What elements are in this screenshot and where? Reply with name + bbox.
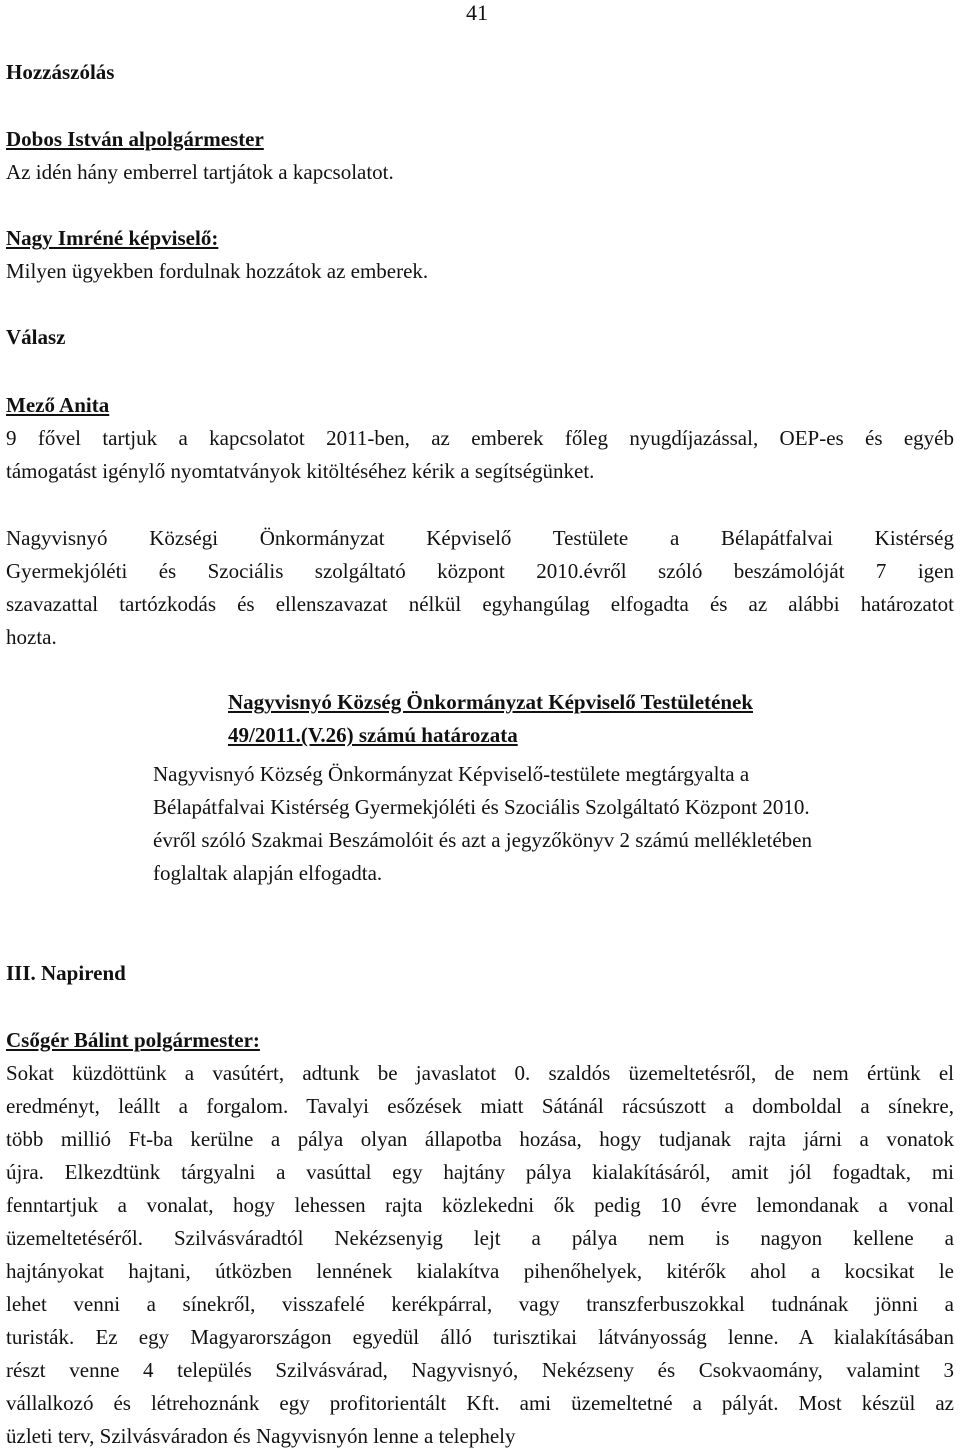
paragraph-line: 9 fővel tartjuk a kapcsolatot 2011-ben, az emberek főleg nyugdíjazással, OEP-es és egyéb <box>6 426 954 450</box>
paragraph-line: Bélapátfalvai Kistérség Gyermekjóléti és Szociális Szolgáltató Központ 2010. <box>153 795 810 819</box>
speaker-block-csoger <box>6 1024 954 1453</box>
speaker-block-nagy <box>6 222 954 288</box>
paragraph-line: évről szóló Szakmai Beszámolóit és azt a jegyzőkönyv 2 számú mellékletében <box>153 828 812 852</box>
resolution-title <box>228 686 928 752</box>
paragraph-line: eredményt, leállt a forgalom. Tavalyi esőzések miatt Sátánál rácsúszott a domboldal a sínekre, <box>6 1094 954 1118</box>
paragraph-line: Sokat küzdöttünk a vasútért, adtunk be javaslatot 0. szaldós üzemeltetésről, de nem értünk el <box>6 1061 954 1085</box>
speaker-name: Csőgér Bálint polgármester: <box>6 1028 260 1052</box>
paragraph-line: üzemeltetéséről. Szilvásváradtól Nekézsenyig lejt a pálya nem is nagyon kellene a <box>6 1226 954 1250</box>
paragraph-line: szavazattal tartózkodás és ellenszavazat nélkül egyhangúlag elfogadta és az alábbi határozatot <box>6 592 954 616</box>
speaker-name: Dobos István alpolgármester <box>6 127 264 151</box>
paragraph-line: részt venne 4 település Szilvásvárad, Nagyvisnyó, Nekézseny és Csokvaomány, valamint 3 <box>6 1358 954 1382</box>
paragraph-line: hozta. <box>6 625 57 649</box>
paragraph-line: foglaltak alapján elfogadta. <box>153 861 383 885</box>
speaker-name: Nagy Imréné képviselő: <box>6 226 219 250</box>
paragraph-line: lehet venni a sínekről, visszafelé kerékpárral, vagy transzferbuszokkal tudnának jönni a <box>6 1292 954 1316</box>
resolution-text <box>153 758 943 890</box>
resolution-title-line: Nagyvisnyó Község Önkormányzat Képviselő Testületének <box>228 690 754 714</box>
paragraph-line: több millió Ft-ba kerülne a pálya olyan állapotba hozása, hogy tudjanak rajta járni a vonatok <box>6 1127 954 1151</box>
paragraph-line: turisták. Ez egy Magyarországon egyedül álló turisztikai látványosság lenne. A kialakításában <box>6 1325 954 1349</box>
speaker-block-dobos <box>6 123 954 189</box>
paragraph-line: Gyermekjóléti és Szociális szolgáltató központ 2010.évről szóló beszámolóját 7 igen <box>6 559 954 583</box>
paragraph-line: támogatást igénylő nyomtatványok kitöltéséhez kérik a segítségünket. <box>6 459 595 483</box>
speaker-name: Mező Anita <box>6 393 110 417</box>
section-heading-comments: Hozzászólás <box>6 60 115 84</box>
paragraph-line: Nagyvisnyó Község Önkormányzat Képviselő-testülete megtárgyalta a <box>153 762 750 786</box>
speaker-block-mezo <box>6 389 954 488</box>
paragraph-line: Nagyvisnyó Községi Önkormányzat Képviselő Testülete a Bélapátfalvai Kistérség <box>6 526 954 550</box>
paragraph-line: fenntartjuk a vonalat, hogy lehessen rajta közlekedni ők pedig 10 évre lemondanak a vonal <box>6 1193 954 1217</box>
agenda-heading: III. Napirend <box>6 961 126 985</box>
page-number: 41 <box>466 0 488 25</box>
decision-paragraph <box>6 522 954 654</box>
speaker-text: Az idén hány emberrel tartjátok a kapcsolatot. <box>6 160 394 184</box>
paragraph-line: üzleti terv, Szilvásváradon és Nagyvisnyón lenne a telephely <box>6 1424 516 1448</box>
paragraph-line: hajtányokat hajtani, útközben lennének kialakítva pihenőhelyek, kitérők ahol a kocsikat le <box>6 1259 954 1283</box>
paragraph-line: vállalkozó és létrehoznánk egy profitorientált Kft. ami üzemeltetné a pályát. Most készül az <box>6 1391 954 1415</box>
paragraph-line: újra. Elkezdtünk tárgyalni a vasúttal egy hajtány pálya kialakításáról, amit jól fogadtak, mi <box>6 1160 954 1184</box>
speaker-text: Milyen ügyekben fordulnak hozzátok az emberek. <box>6 259 429 283</box>
resolution-number: 49/2011.(V.26) számú határozata <box>228 723 518 747</box>
section-heading-answer: Válasz <box>6 325 66 349</box>
